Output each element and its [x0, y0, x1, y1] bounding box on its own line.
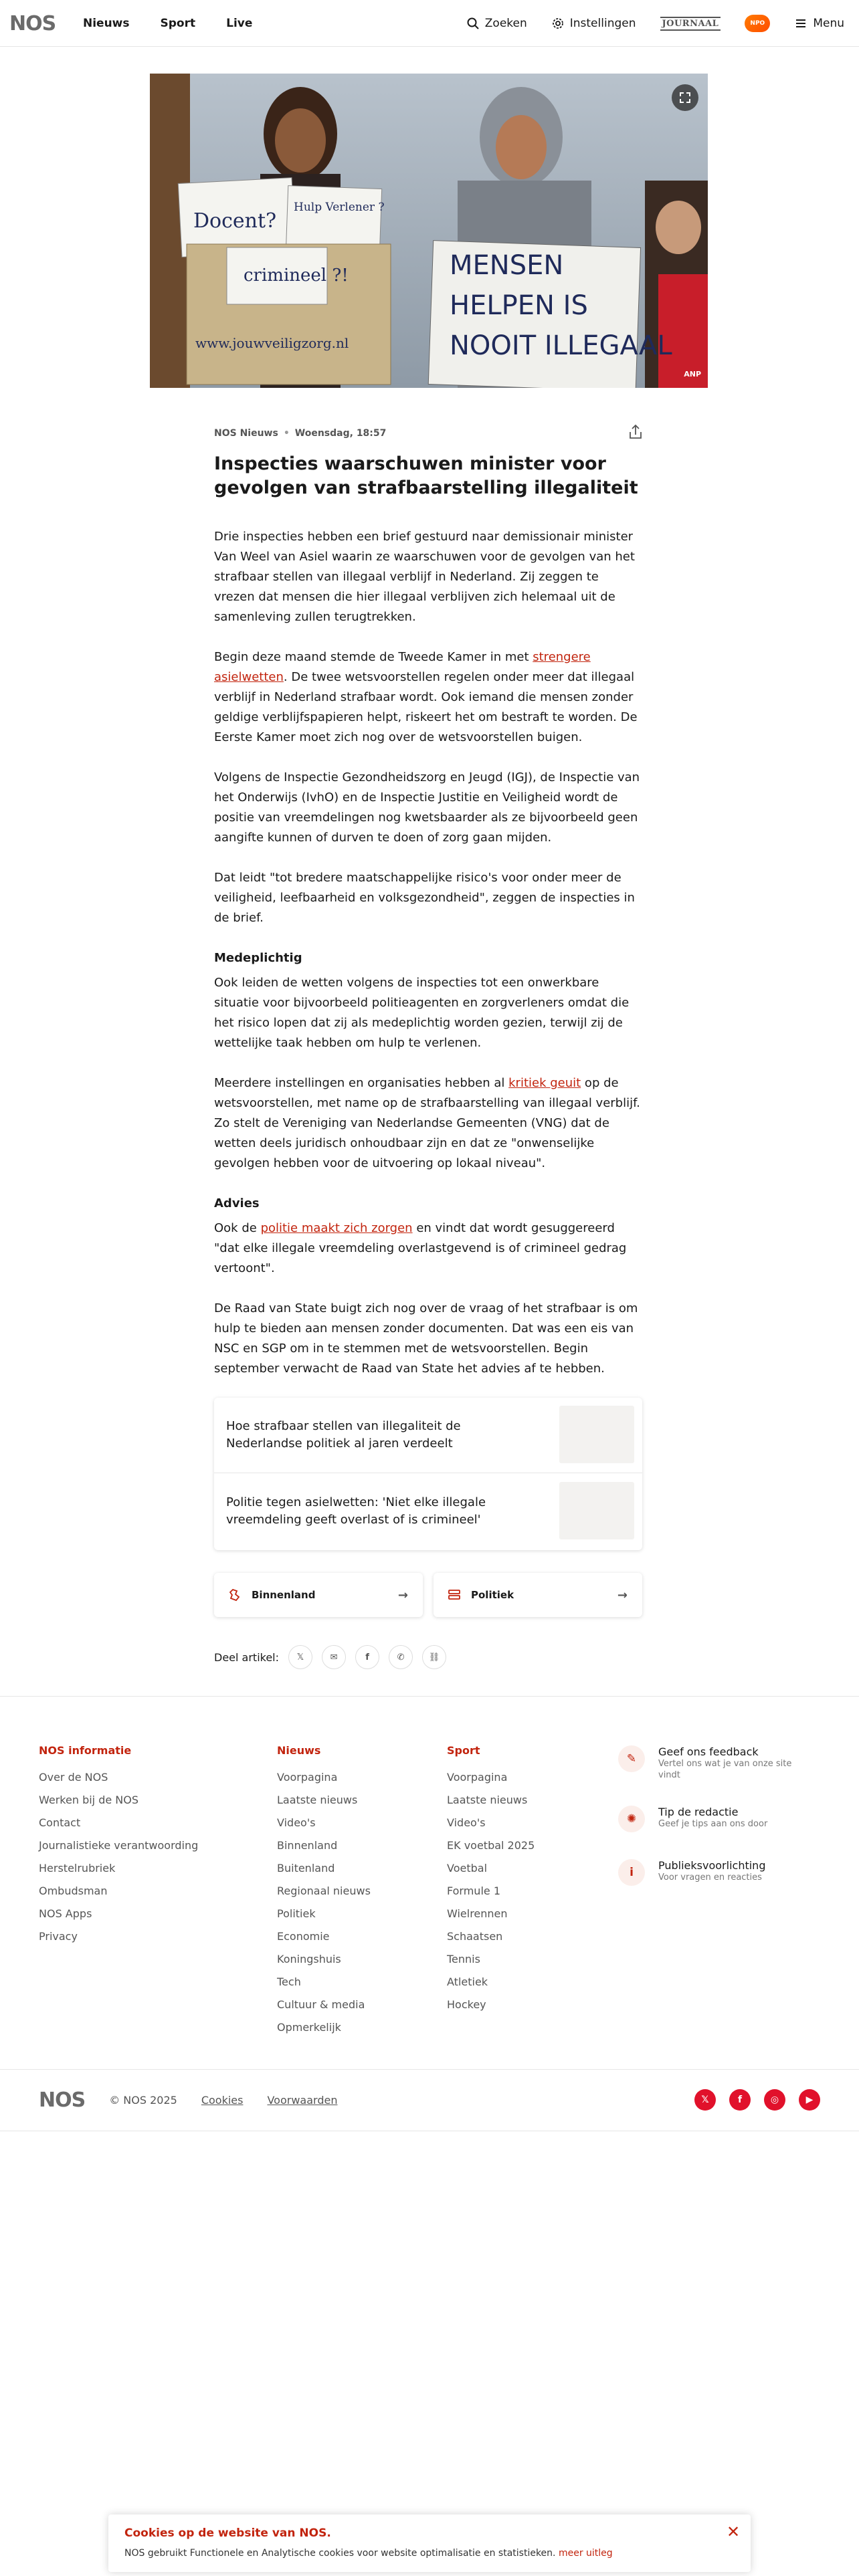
settings-button[interactable] — [551, 17, 636, 30]
section-heading: Advies — [214, 1196, 260, 1210]
paragraph — [214, 1073, 642, 1174]
parliament-icon — [447, 1588, 462, 1602]
footer-link[interactable]: Contact — [39, 1816, 81, 1829]
footer-links — [277, 1766, 371, 2039]
category-binnenland[interactable] — [214, 1573, 423, 1617]
related-title: Hoe strafbaar stellen van illegaliteit de Nederlandse politiek al jaren verdeelt — [226, 1419, 461, 1451]
paragraph-text: . De twee wetsvoorstellen regelen onder meer dat illegaal verblijf in Nederland strafbaar wordt. Ook iemand die mensen zonder geldige verblijfspapieren helpt, riskeert het om bestraft te worden. De Eerste Kamer moet zich nog over de wetsvoorstellen buigen. — [214, 670, 638, 744]
journaal-logo[interactable]: JOURNAAL — [660, 17, 721, 31]
footer-link[interactable]: Tennis — [447, 1953, 480, 1965]
footer-link[interactable]: Wielrennen — [447, 1907, 508, 1920]
category-label: Politiek — [471, 1589, 514, 1601]
article-date: Woensdag, 18:57 — [294, 428, 387, 439]
footer-link[interactable]: Hockey — [447, 1998, 486, 2011]
divider — [0, 1696, 859, 1697]
article-source: NOS Nieuws — [214, 428, 278, 439]
cookies-link[interactable]: Cookies — [201, 2093, 244, 2107]
share-link-button[interactable] — [422, 1645, 446, 1669]
instagram-social-icon[interactable]: ◎ — [764, 2089, 785, 2111]
category-label: Binnenland — [252, 1589, 316, 1601]
footer-link[interactable]: Ombudsman — [39, 1885, 108, 1897]
sign-website: www.jouwveiligzorg.nl — [195, 335, 349, 351]
footer-link[interactable]: Over de NOS — [39, 1771, 108, 1784]
footer-link[interactable]: Regionaal nieuws — [277, 1885, 371, 1897]
category-links — [214, 1573, 642, 1617]
paragraph-text: Ook de — [214, 1221, 261, 1235]
footer-link[interactable]: Video's — [277, 1816, 316, 1829]
footer-link[interactable]: Koningshuis — [277, 1953, 341, 1965]
footer-link[interactable]: Cultuur & media — [277, 1998, 365, 2011]
cookie-text: NOS gebruikt Functionele en Analytische cookies voor website optimalisatie en statistieken. — [124, 2548, 556, 2559]
facebook-social-icon[interactable]: f — [729, 2089, 751, 2111]
footer-link[interactable]: Privacy — [39, 1930, 78, 1943]
gear-icon — [551, 17, 565, 30]
footer-link[interactable]: Economie — [277, 1930, 330, 1943]
paragraph-text: en vindt dat wordt gesuggereerd "dat elke illegale vreemdeling overlastgevend is of crimineel gedrag vertoont". — [214, 1221, 627, 1275]
footer-col-nieuws — [277, 1744, 371, 2039]
footer-heading: Nieuws — [277, 1744, 321, 1757]
cookie-banner — [108, 2514, 751, 2572]
social-links — [694, 2089, 820, 2111]
footer-link[interactable]: Formule 1 — [447, 1885, 500, 1897]
facebook-icon: f — [365, 1652, 369, 1662]
paragraph: Ook leiden de wetten volgens de inspecties tot een onwerkbare situatie voor bijvoorbeeld politieagenten en zorgverleners omdat die het risico lopen dat zij als medeplichtig worden gezien, terwijl zij de wettelijke taak hebben om hulp te verlenen. — [214, 976, 630, 1050]
search-label: Zoeken — [484, 17, 527, 30]
paragraph — [214, 647, 642, 748]
divider — [0, 2069, 859, 2070]
paragraph-text: op de wetsvoorstellen, met name op de strafbaarstelling van illegaal verblijf. Zo stelt de Vereniging van Nederlandse Gemeenten (VNG) dat de wetten deels juridisch onhoudbaar zijn en dat ze "onwenselijke gevolgen hebben voor de uitvoering op lokaal niveau". — [214, 1076, 640, 1170]
hero-image — [150, 74, 708, 388]
search-button[interactable] — [466, 17, 527, 30]
cookie-description — [124, 2548, 613, 2559]
nav-nieuws[interactable]: Nieuws — [83, 17, 130, 30]
footer-links — [39, 1766, 198, 1948]
paragraph: Volgens de Inspectie Gezondheidszorg en Jeugd (IGJ), de Inspectie van het Onderwijs (IvhO) en de Inspectie Justitie en Veiligheid wordt de positie van vreemdelingen nog kwetsbaarder als ze bijvoorbeeld geen aangifte kunnen of durven te doen of zorg gaan mijden. — [214, 770, 640, 845]
footer-link[interactable]: Herstelrubriek — [39, 1862, 116, 1874]
footer-link[interactable]: Voetbal — [447, 1862, 488, 1874]
expand-image-button[interactable] — [672, 84, 698, 111]
share-label: Deel artikel: — [214, 1650, 280, 1664]
voorwaarden-link[interactable]: Voorwaarden — [267, 2093, 338, 2107]
footer-link[interactable]: Laatste nieuws — [277, 1794, 358, 1806]
publieks-desc: Voor vragen en reacties — [658, 1872, 762, 1883]
sign-crimineel: crimineel ?! — [244, 265, 349, 286]
x-social-icon[interactable]: 𝕏 — [694, 2089, 716, 2111]
sign-hulpverlener: Hulp Verlener ? — [294, 201, 385, 214]
paragraph: De Raad van State buigt zich nog over de vraag of het strafbaar is om hulp te bieden aan mensen zonder documenten. Dat was een eis van NSC en SGP om in te stemmen met de wetsvoorstellen. Begin september verwacht de Raad van State het advies af te hebben. — [214, 1301, 638, 1376]
footer-link[interactable]: Buitenland — [277, 1862, 335, 1874]
expand-icon — [678, 91, 692, 104]
share-facebook-button[interactable] — [355, 1645, 379, 1669]
footer-links — [447, 1766, 535, 2016]
sign-mensen-helpen: MENSEN HELPEN IS NOOIT ILLEGAAL — [450, 250, 672, 361]
footer-link[interactable]: Werken bij de NOS — [39, 1794, 139, 1806]
footer-link[interactable]: Tech — [277, 1975, 301, 1988]
x-icon: 𝕏 — [296, 1652, 304, 1662]
npo-logo[interactable]: NPO — [745, 15, 770, 32]
footer-link[interactable]: Atletiek — [447, 1975, 488, 1988]
chat-icon: ✎ — [618, 1745, 645, 1772]
settings-label: Instellingen — [569, 17, 636, 30]
arrow-right-icon: → — [617, 1588, 628, 1602]
nav-live[interactable]: Live — [226, 17, 253, 30]
menu-button[interactable] — [794, 17, 844, 30]
site-header — [0, 0, 859, 47]
youtube-social-icon[interactable]: ▶ — [799, 2089, 820, 2111]
link-politie-maakt-zich-zorgen[interactable]: politie maakt zich zorgen — [260, 1221, 413, 1235]
publieks-title: Publieksvoorlichting — [658, 1859, 766, 1872]
related-thumbnail — [559, 1482, 634, 1539]
footer-link[interactable]: EK voetbal 2025 — [447, 1839, 535, 1852]
netherlands-icon — [227, 1588, 242, 1602]
share-article — [214, 1645, 446, 1669]
nos-logo[interactable]: NOS — [9, 12, 56, 35]
share-icon[interactable] — [626, 423, 645, 441]
tip-title: Tip de redactie — [658, 1806, 739, 1818]
link-strengere-asielwetten[interactable]: strengere asielwetten — [214, 650, 591, 684]
paragraph: Drie inspecties hebben een brief gestuurd naar demissionair minister Van Weel van Asiel waarin ze waarschuwen voor de gevolgen van het strafbaar stellen van illegaal verblijf in Nederland. Zij zeggen te vrezen dat mensen die hier illegaal verblijven zich helemaal uit de samenleving zullen terugtrekken. — [214, 530, 635, 624]
related-article[interactable] — [214, 1398, 642, 1470]
whatsapp-icon: ✆ — [397, 1652, 405, 1662]
lightbulb-icon: ✺ — [618, 1806, 645, 1832]
category-politiek[interactable] — [434, 1573, 642, 1617]
publieksvoorlichting-link[interactable] — [618, 1859, 812, 1886]
paragraph-text: Meerdere instellingen en organisaties hebben al — [214, 1076, 509, 1090]
feedback-link[interactable] — [618, 1745, 812, 1781]
footer-link[interactable]: NOS Apps — [39, 1907, 92, 1920]
tip-redactie-link[interactable] — [618, 1806, 812, 1832]
share-whatsapp-button[interactable] — [389, 1645, 413, 1669]
menu-label: Menu — [813, 17, 844, 30]
paragraph-text: Begin deze maand stemde de Tweede Kamer in met — [214, 650, 533, 664]
footer-col-sport — [447, 1744, 535, 2016]
related-article[interactable] — [214, 1474, 642, 1546]
link-icon: ⛓ — [428, 1652, 440, 1662]
related-articles — [214, 1398, 642, 1550]
arrow-right-icon: → — [397, 1588, 408, 1602]
footer-heading: NOS informatie — [39, 1744, 132, 1757]
article-meta — [214, 428, 642, 439]
footer-link[interactable]: Voorpagina — [447, 1771, 508, 1784]
footer-link[interactable]: Video's — [447, 1816, 486, 1829]
paragraph: Dat leidt "tot bredere maatschappelijke risico's voor onder meer de veiligheid, leefbaarheid en volksgezondheid", zeggen de inspecties in de brief. — [214, 871, 635, 925]
link-kritiek-geuit[interactable]: kritiek geuit — [508, 1076, 581, 1090]
cookie-title: Cookies op de website van NOS. — [124, 2527, 331, 2540]
footer-link[interactable]: Journalistieke verantwoording — [39, 1839, 199, 1852]
close-icon[interactable]: ✕ — [726, 2523, 741, 2541]
related-title: Politie tegen asielwetten: 'Niet elke illegale vreemdeling geeft overlast of is crimineel' — [226, 1495, 486, 1527]
share-mail-button[interactable] — [322, 1645, 346, 1669]
search-icon — [466, 17, 480, 30]
nav-sport[interactable]: Sport — [160, 17, 196, 30]
tip-desc: Geef je tips aan ons door — [658, 1819, 768, 1829]
sign-docent: Docent? — [193, 209, 277, 233]
footer-link[interactable]: Schaatsen — [447, 1930, 503, 1943]
footer-link[interactable]: Voorpagina — [277, 1771, 338, 1784]
info-icon: i — [618, 1859, 645, 1886]
footer-link[interactable]: Laatste nieuws — [447, 1794, 528, 1806]
share-x-button[interactable] — [288, 1645, 312, 1669]
paragraph — [214, 1218, 642, 1279]
hamburger-icon — [794, 17, 807, 30]
article-title: Inspecties waarschuwen minister voor gevolgen van strafbaarstelling illegaliteit — [214, 453, 638, 498]
meta-separator: • — [283, 428, 290, 439]
related-thumbnail — [559, 1406, 634, 1463]
mail-icon: ✉ — [330, 1652, 338, 1662]
copyright: © NOS 2025 — [109, 2093, 177, 2107]
photo-credit: ANP — [684, 370, 701, 379]
section-heading: Medeplichtig — [214, 951, 302, 965]
protest-photo — [150, 74, 708, 388]
footer-col-nos-informatie — [39, 1744, 198, 1948]
cookie-more-link[interactable]: meer uitleg — [558, 2548, 613, 2559]
footer-bottom — [39, 2086, 337, 2113]
nos-logo-footer[interactable]: NOS — [39, 2088, 86, 2112]
header-actions — [466, 0, 844, 47]
footer-heading: Sport — [447, 1744, 480, 1757]
footer-link[interactable]: Opmerkelijk — [277, 2021, 341, 2034]
main-nav — [83, 0, 252, 47]
footer-link[interactable]: Politiek — [277, 1907, 316, 1920]
footer-link[interactable]: Binnenland — [277, 1839, 338, 1852]
feedback-desc: Vertel ons wat je van onze site vindt — [658, 1759, 792, 1780]
feedback-title: Geef ons feedback — [658, 1745, 759, 1758]
article-body — [214, 428, 642, 1379]
